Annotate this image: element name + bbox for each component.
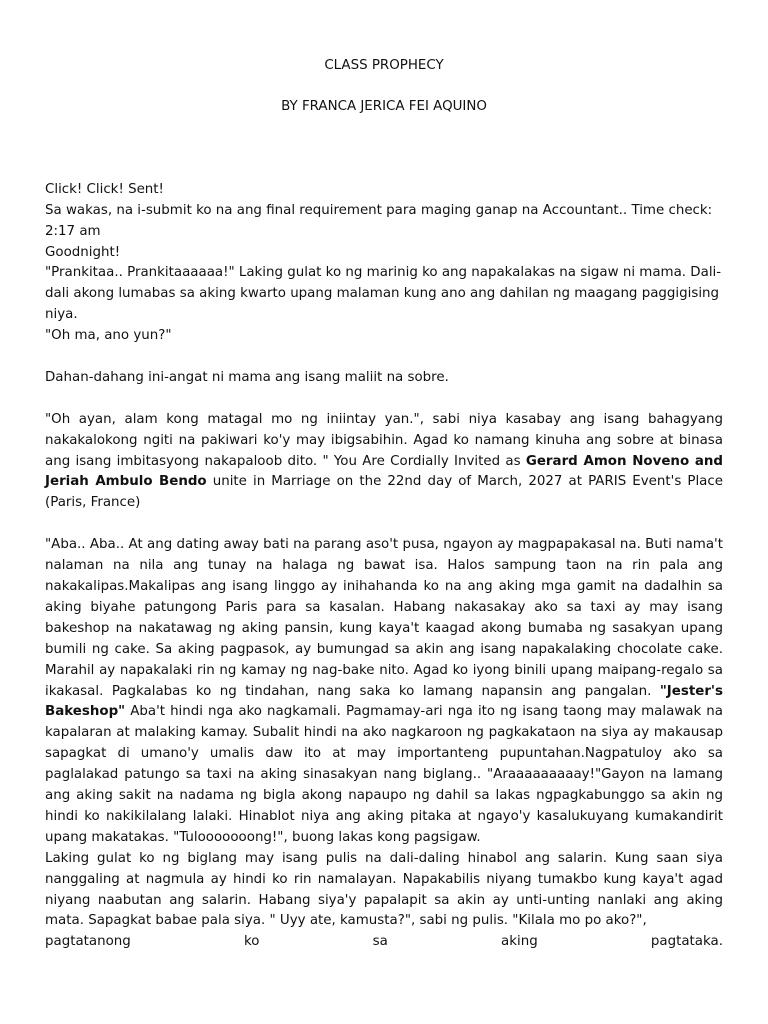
paragraph-police-last-line: pagtatanong ko sa aking pagtataka. [45,934,723,950]
paragraph-gap [45,347,723,368]
intro-line-2: Sa wakas, na i-submit ko na ang final requirement para maging ganap na Accountant.. Time check: 2:17 am [45,202,713,239]
intro-line-3: Goodnight! [45,244,121,260]
invitation-text-start: "Oh ayan, alam kong matagal mo ng iniintay yan.", sabi niya kasabay ang isang bahagyang nakakalokong ngiti na pakiwari ko'y may ibigsabihin. Agad ko namang kinuha ang sobre at binasa ang isang imbitasyong nakapaloob dito. " You Are Cordially Invited as [45,411,723,469]
document-title: CLASS PROPHECY [324,58,444,73]
story-bakeshop-name: "Jester's Bakeshop" [45,683,723,720]
story-text-end: Aba't hindi nga ako nagkamali. Pagmamay-ari nga ito ng isang taong may malawak na kapalaran at malaking kamay. Subalit hindi na ako nagkaroon ng pagkakataon na siya ay makausap sapagkat di umano'y umalis daw ito at may importanteng pupuntahan.Nagpatuloy ako sa paglalakad patungo sa taxi na aking sinasakyan nang biglang.. "Araaaaaaaaay!"Gayon na lamang ang aking sakit na nadama ng bigla akong napaupo ng dahil sa lakas ngpagkabunggo sa akin ng hindi ko nakikilalang lalaki. Hinablot niya ang aking pitaka at ngayo'y kasalukuyang kumakandirit upang makatakas. "Tulooooooong!", buong lakas kong pagsigaw. [45,704,723,845]
paragraph-gap [45,389,723,410]
intro-line-4: "Prankitaa.. Prankitaaaaaa!" Laking gulat ko ng marinig ko ang napakalakas na sigaw ni mama. Dali-dali akong lumabas sa aking kwarto upang malaman kung ano ang dahilan ng maagang paggigising niya. [45,265,722,323]
intro-line-1: Click! Click! Sent! [45,181,164,197]
paragraph-envelope: Dahan-dahang ini-angat ni mama ang isang maliit na sobre. [45,369,449,385]
invitation-text-end: unite in Marriage on the 22nd day of March, 2027 at PARIS Event's Place (Paris, France) [45,474,723,511]
intro-line-5: "Oh ma, ano yun?" [45,328,172,344]
paragraph-invitation [45,410,723,515]
invitation-couple-names: Gerard Amon Noveno and Jeriah Ambulo Bendo [45,453,723,490]
paragraph-story [45,535,723,849]
paragraph-gap [45,514,723,535]
document-page [45,56,723,953]
story-text-start: "Aba.. Aba.. At ang dating away bati na parang aso't pusa, ngayon ay magpapakasal na. Buti nama't nalaman na nila ang tunay na halaga ng bawat isa. Halos sampung taon na rin pala ang nakakalipas.Makalipas ang isang linggo ay inihahanda ko na ang aking mga gamit na dadalhin sa aking biyahe patungong Paris para sa kasalan. Habang nakasakay ako sa taxi ay may isang bakeshop na nakatawag ng aking pansin, kung kaya't kaagad akong bumaba ng sasakyan upang bumili ng cake. Sa aking pagpasok, ay bumungad sa akin ang isang napakalaking chocolate cake. Marahil ay napakalaki rin ng kamay ng nag-bake nito. Agad ko iyong binili upang maipang-regalo sa ikakasal. Pagkalabas ko ng tindahan, nang saka ko lamang napansin ang pangalan. [45,537,723,699]
document-byline: BY FRANCA JERICA FEI AQUINO [281,98,487,114]
paragraph-police: Laking gulat ko ng biglang may isang pulis na dali-daling hinabol ang salarin. Kung saan siya nanggaling at nagmula ay hindi ko rin namalayan. Napakabilis niyang tumakbo kung kaya't agad niyang naabutan ang salarin. Habang siya'y papalapit sa akin ay unti-unting nanlaki ang aking mata. Sapagkat babae pala siya. " Uyy ate, kamusta?", sabi ng pulis. "Kilala mo po ako?", [45,850,723,929]
spacer [45,118,723,180]
